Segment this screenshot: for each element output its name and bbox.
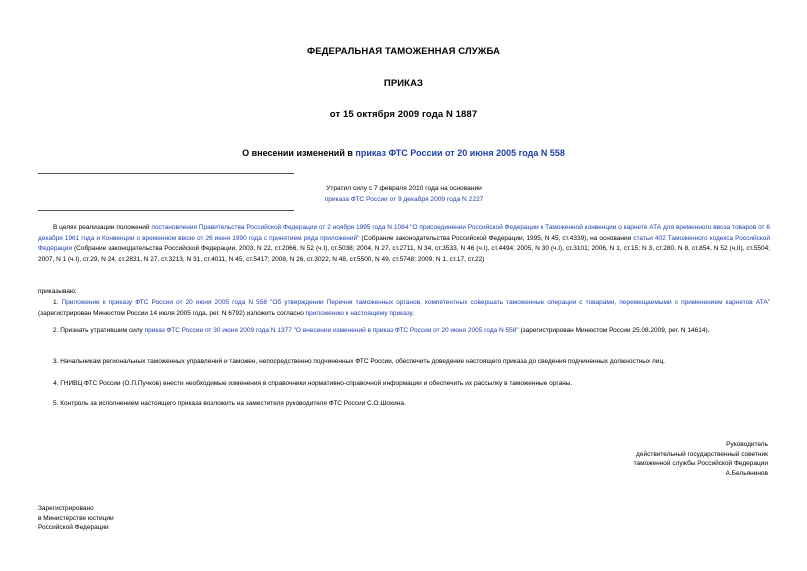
registration-line-2: в Министерстве юстиции [38, 514, 114, 522]
order-item-4: 4. ГНИВЦ ФТС России (О.П.Пучков) внести необходимые изменения в справочники нормативно-справочной информации и обеспечить их рассылку в таможенные органы. [53, 380, 573, 387]
agency-title: ФЕДЕРАЛЬНАЯ ТАМОЖЕННАЯ СЛУЖБА [307, 46, 500, 57]
item1-link-annex[interactable]: приложению к настоящему приказу [305, 309, 413, 317]
divider-bottom [38, 210, 294, 211]
item2-text-1: 2. Признать утратившим силу [53, 327, 145, 334]
preamble-text-3: (Собрание законодательства Российской Федерации, 2003, N 22, ст.2066, N 52 (ч.I), ст.5038; 2004, N 27, ст.2711, N 34, ст.3533, N 46 (ч.I), ст.4494; 2005, N 30 (ч.I), ст.3101; 2006, N 1, ст.15; N 3, ст.280, N 8, ст.854, N 52 (ч.II), ст.5504; 2007, N 1 (ч.I), ст.29, N 24, ст.2831, N 27, ст.3213, N 31, ст.4011, N 45, ст.5417; 2008, N 26, ст.3022, N 48, ст.5500, N 49, ст.5748; 2009, N 1, ст.17, ст.22) [38, 245, 770, 263]
document-type: ПРИКАЗ [383, 78, 424, 89]
item1-text-2: (зарегистрирован Минюстом России 14 июля 2005 года, рег. N 6792) изложить согласно [38, 309, 306, 317]
signature-block [598, 440, 768, 478]
order-item-1 [38, 298, 770, 319]
item2-link-order[interactable]: приказ ФТС России от 30 июня 2009 года N 1377 "О внесении изменений в приказ ФТС России от 20 июня 2005 года N 558" [144, 327, 519, 334]
orders-label: приказываю: [38, 288, 77, 295]
preamble-link-decree[interactable]: постановления Правительства Российской Федерации от 2 ноября 1995 года N 1084 "О присоединении Российской Федерации к Таможенной конвенции о карнете АТА для временного ввоза товаров от 6 декабря 1961 года и Конвенции о временном ввозе от 26 июня 1990 года с принятием ряда приложений" [38, 224, 770, 242]
registration-line-3: Российской Федерации [38, 524, 109, 532]
order-item-2 [38, 326, 770, 337]
divider-top [38, 173, 294, 174]
item2-text-2: (зарегистрирован Минюстом России 25.08.2009, рег. N 14614). [518, 327, 710, 334]
expiration-text: Утратил силу с 7 февраля 2010 года на основании [326, 185, 482, 192]
order-item-3: 3. Начальникам региональных таможенных управлений и таможен, непосредственно подчиненных ФТС России, обеспечить доведение настоящего приказа до сведения подчиненных должностных лиц. [53, 358, 665, 365]
document-date-number: от 15 октября 2009 года N 1887 [329, 109, 478, 120]
item1-text-3: . [412, 309, 414, 317]
signature-position: Руководитель [726, 441, 768, 448]
preamble-link-customs-code[interactable]: статьи 402 Таможенного кодекса Российской Федерации [38, 234, 770, 253]
expiration-link[interactable]: приказа ФТС России от 9 декабря 2009 года N 2227 [324, 196, 484, 203]
signature-rank-1: действительный государственный советник [636, 450, 768, 458]
registration-note [38, 504, 238, 533]
preamble-text-2: (Собрание законодательства Российской Федерации, 1995, N 45, ст.4339), на основании [359, 234, 634, 242]
subject-prefix: О внесении изменений в [242, 148, 356, 158]
registration-line-1: Зарегистрировано [38, 505, 94, 512]
item1-link-appendix[interactable]: Приложение к приказу ФТС России от 20 июня 2005 года N 558 "Об утверждении Перечня таможенных органов, компетентных совершать таможенные операции с товарами, перемещаемыми с применением карнетов АТА" [61, 299, 771, 306]
signature-name: А.Бельянинов [725, 469, 768, 477]
document-subject [0, 148, 807, 158]
item1-text-1: 1. [53, 299, 62, 306]
signature-rank-2: таможенной службы Российской Федерации [633, 460, 768, 468]
order-item-5: 5. Контроль за исполнением настоящего приказа возложить на заместителя руководителя ФТС России С.О.Шохина. [53, 400, 406, 407]
subject-link[interactable]: приказ ФТС России от 20 июня 2005 года N 558 [355, 148, 565, 158]
expiration-note [300, 183, 508, 205]
preamble-text-1: В целях реализации положений [53, 224, 152, 231]
preamble-paragraph [38, 223, 770, 265]
